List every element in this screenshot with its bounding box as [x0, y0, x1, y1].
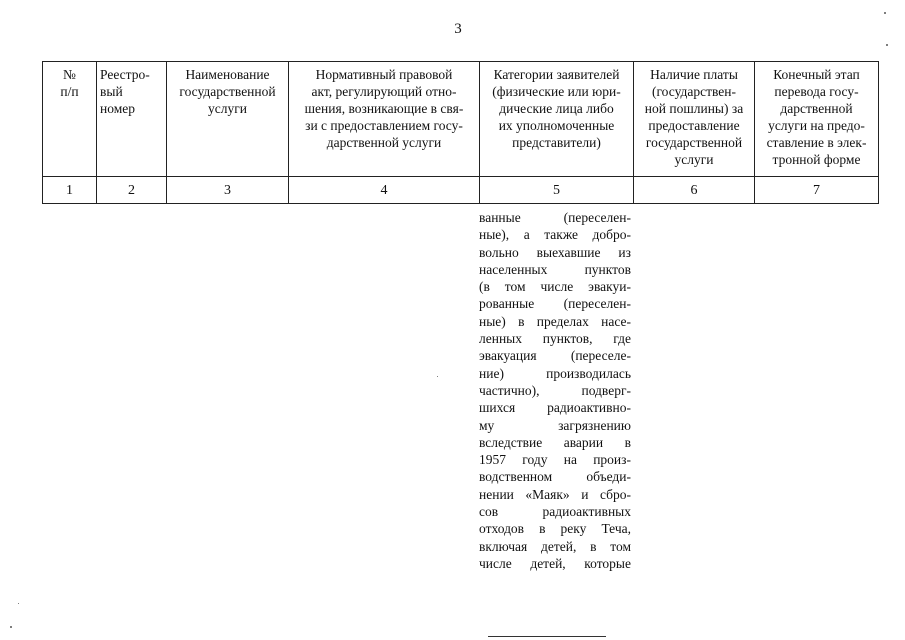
- column-number-cell: 2: [97, 177, 167, 204]
- header-applicant-categories: Категории заявителей (физические или юри- дические лица либо их уполномоченные представители): [480, 62, 634, 177]
- header-registry-number: Реестро- вый номер: [97, 62, 167, 177]
- column-number-cell: 5: [480, 177, 634, 204]
- column-number-cell: 1: [43, 177, 97, 204]
- text-line: сов радиоактивных: [479, 504, 631, 520]
- text-line: рованные (переселен-: [479, 296, 631, 312]
- text-line: нении «Маяк» и сбро-: [479, 486, 631, 502]
- header-row-number: № п/п: [43, 62, 97, 177]
- text-line: ные), а также добро-: [479, 227, 631, 243]
- header-fee: Наличие платы (государствен- ной пошлины) за предоставление государственной услуги: [634, 62, 755, 177]
- text-line: ванные (переселен-: [479, 210, 631, 225]
- text-line: шихся радиоактивно-: [479, 400, 631, 416]
- text-line: (в том числе эвакуи-: [479, 279, 631, 295]
- header-legal-act: Нормативный правовой акт, регулирующий отно- шения, возникающие в свя- зи с предоставлением госу- дарственной услуги: [289, 62, 480, 177]
- text-line: му загрязнению: [479, 417, 631, 433]
- text-line: числе детей, которые: [479, 555, 631, 571]
- text-line: ные) в пределах насе-: [479, 313, 631, 329]
- services-table: [42, 61, 879, 204]
- text-line: 1957 году на произ-: [479, 452, 631, 468]
- column-number-cell: 6: [634, 177, 755, 204]
- applicant-categories-continuation: [479, 209, 631, 572]
- text-line: ние) производилась: [479, 365, 631, 381]
- scan-speck: [886, 44, 888, 46]
- column-number-row: [43, 177, 879, 204]
- column-number-cell: 4: [289, 177, 480, 204]
- table-header-row: [43, 62, 879, 177]
- column-number-cell: 7: [755, 177, 879, 204]
- text-line: населенных пунктов: [479, 261, 631, 277]
- text-line: вследствие аварии в: [479, 434, 631, 450]
- scan-speck: [18, 603, 19, 604]
- text-line: ленных пунктов, где: [479, 331, 631, 347]
- text-line: включая детей, в том: [479, 538, 631, 554]
- scan-speck: [10, 626, 12, 628]
- text-line: частично), подверг-: [479, 382, 631, 398]
- header-service-name: Наименование государственной услуги: [167, 62, 289, 177]
- footer-rule: [488, 636, 606, 637]
- text-line: водственном объеди-: [479, 469, 631, 485]
- header-final-stage: Конечный этап перевода госу- дарственной услуги на предо- ставление в элек- тронной форме: [755, 62, 879, 177]
- text-line: отходов в реку Теча,: [479, 521, 631, 537]
- column-number-cell: 3: [167, 177, 289, 204]
- text-line: эвакуация (переселе-: [479, 348, 631, 364]
- scan-speck: [437, 376, 438, 377]
- text-line: вольно выехавшие из: [479, 244, 631, 260]
- scan-speck: [884, 12, 886, 14]
- page-number: 3: [454, 21, 462, 37]
